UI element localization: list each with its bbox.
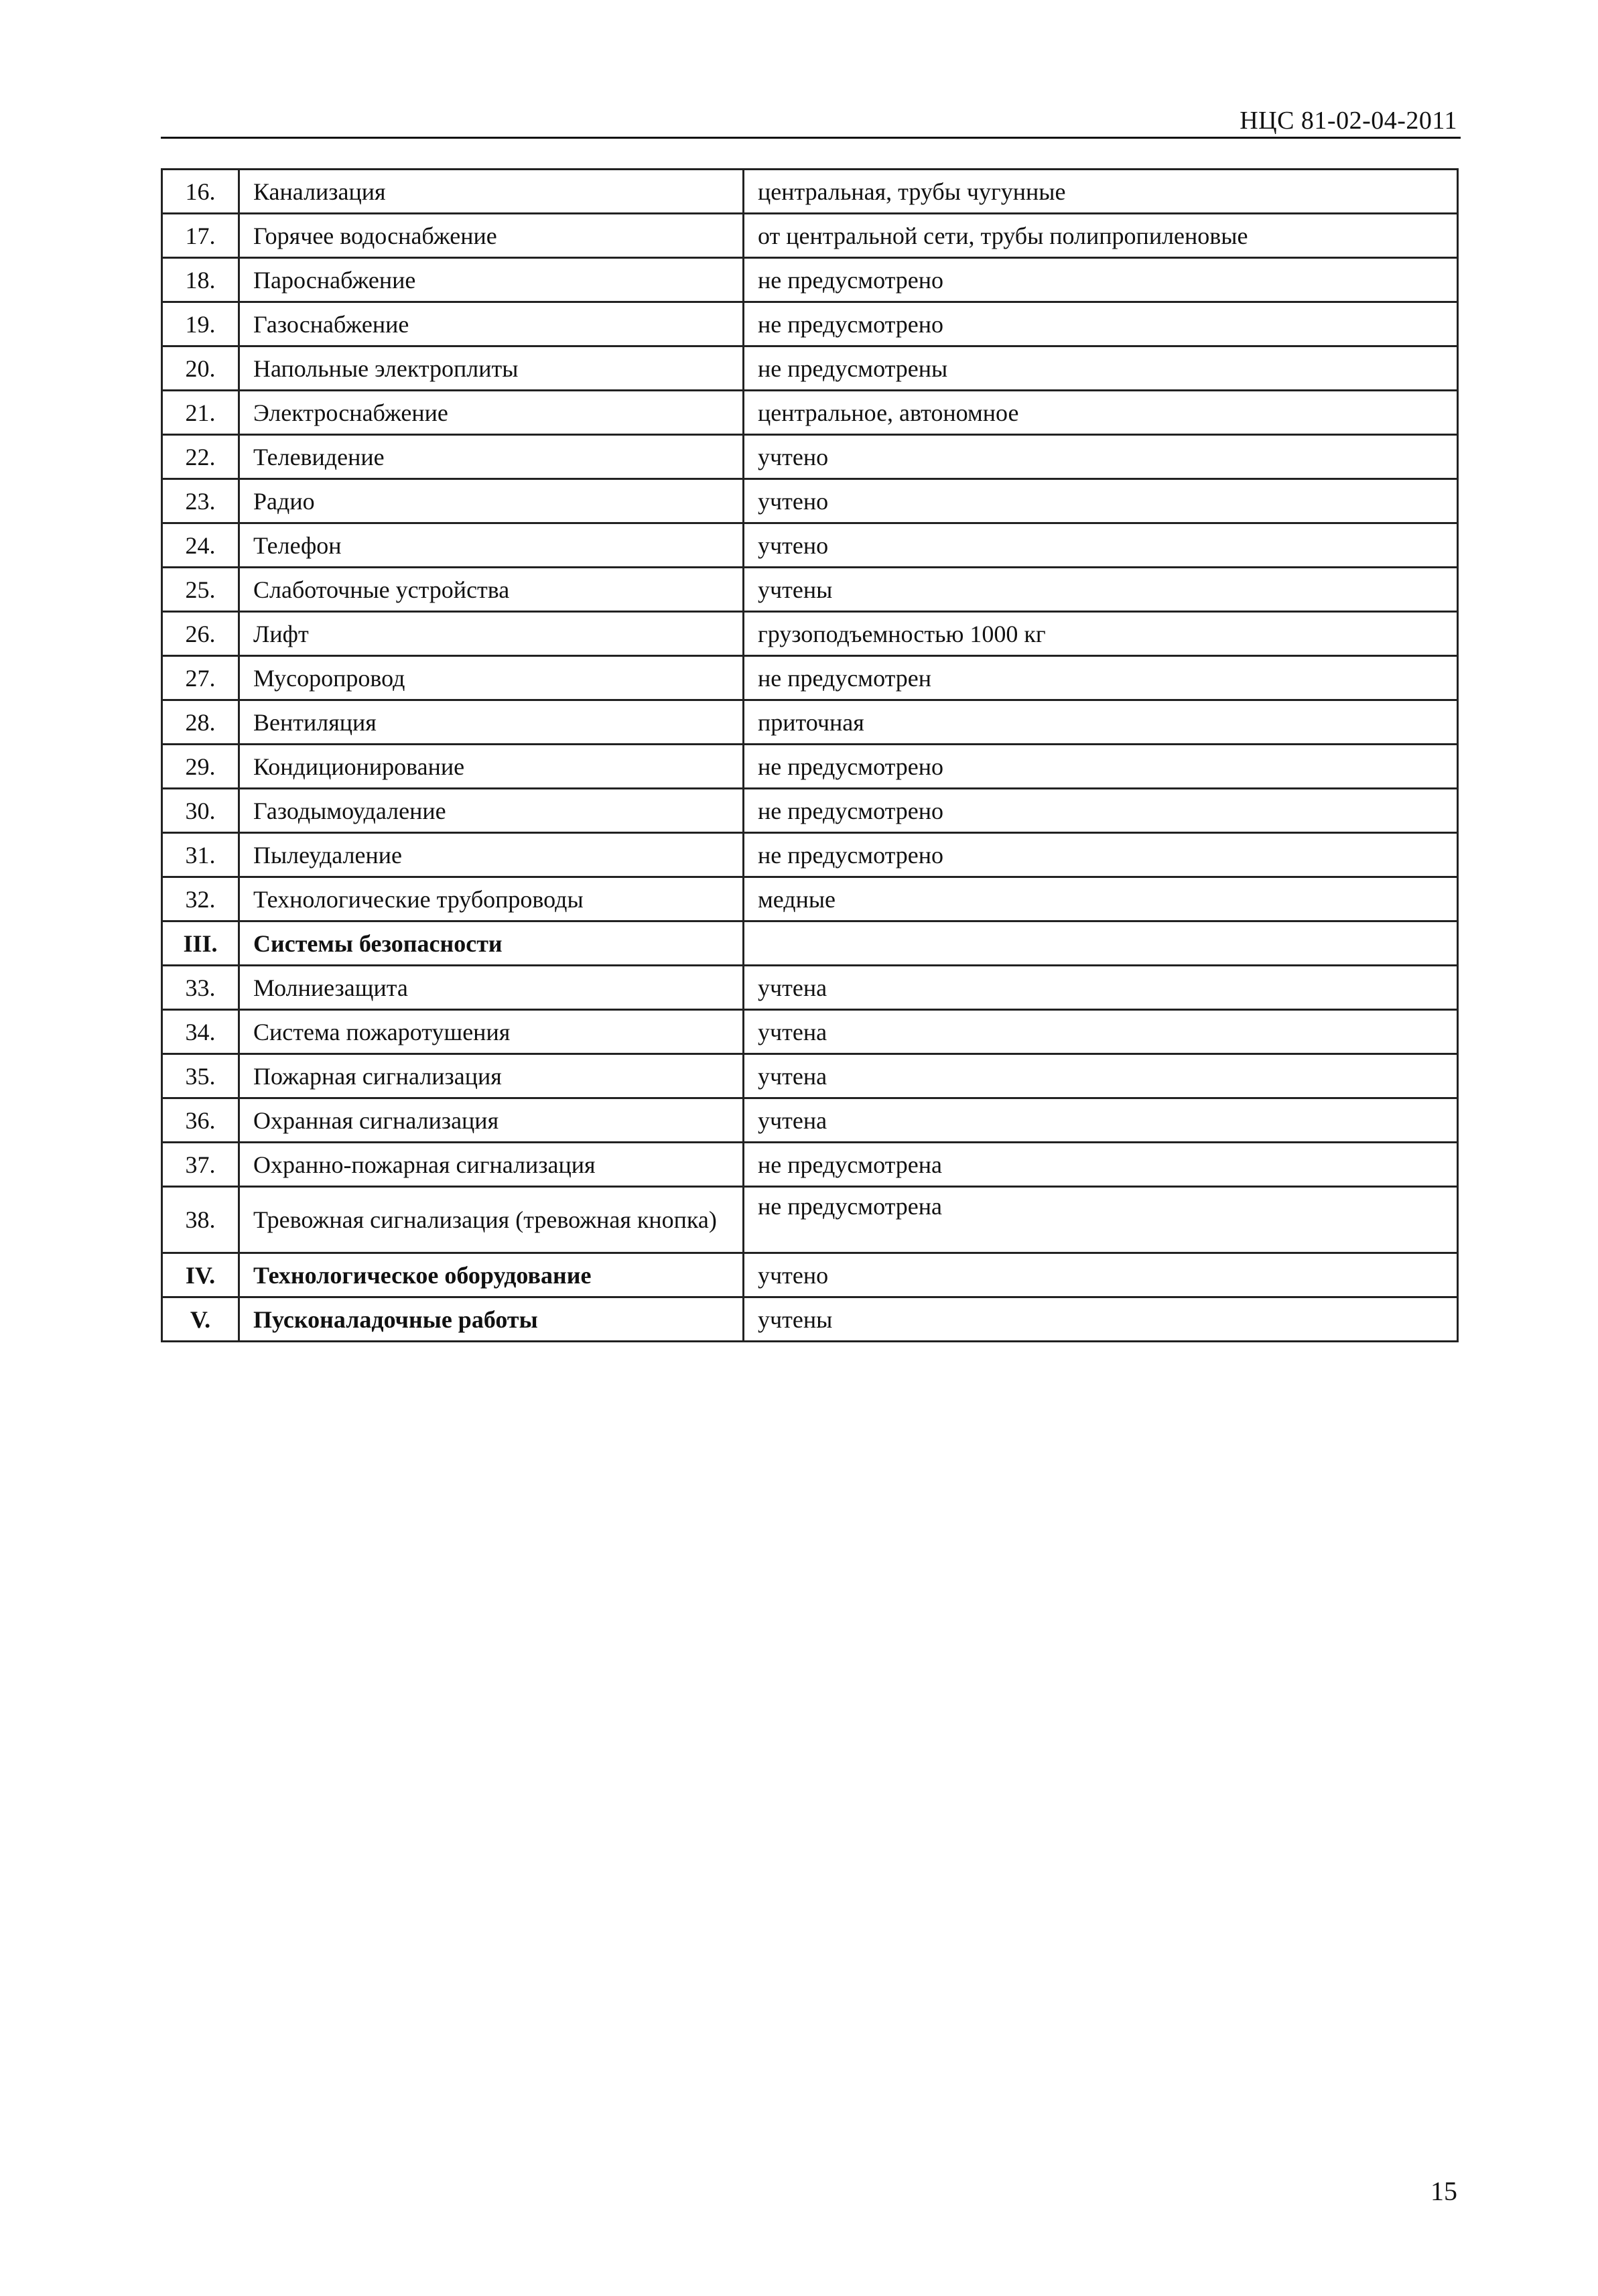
row-value: учтены [744, 568, 1458, 612]
row-value: учтено [744, 435, 1458, 479]
row-name: Газодымоудаление [239, 789, 744, 833]
row-value: не предусмотрена [744, 1143, 1458, 1187]
row-number: 36. [162, 1098, 239, 1143]
table-row [162, 745, 1458, 789]
row-number: 37. [162, 1143, 239, 1187]
row-name: Пароснабжение [239, 258, 744, 302]
table-row [162, 1098, 1458, 1143]
row-number: 24. [162, 523, 239, 568]
row-name: Напольные электроплиты [239, 346, 744, 391]
row-value: центральная, трубы чугунные [744, 170, 1458, 214]
document-code: НЦС 81-02-04-2011 [1240, 107, 1457, 135]
row-value: центральное, автономное [744, 391, 1458, 435]
row-number: 16. [162, 170, 239, 214]
row-number: 22. [162, 435, 239, 479]
table-row [162, 1187, 1458, 1253]
row-value: учтена [744, 966, 1458, 1010]
table-row [162, 435, 1458, 479]
row-value: не предусмотрено [744, 258, 1458, 302]
row-number: 21. [162, 391, 239, 435]
row-name: Канализация [239, 170, 744, 214]
row-value [744, 921, 1458, 966]
row-number: 20. [162, 346, 239, 391]
row-value: учтены [744, 1297, 1458, 1342]
row-value: учтена [744, 1098, 1458, 1143]
section-title: Системы безопасности [239, 921, 744, 966]
section-number: III. [162, 921, 239, 966]
row-value: грузоподъемностью 1000 кг [744, 612, 1458, 656]
row-name: Газоснабжение [239, 302, 744, 346]
row-name: Система пожаротушения [239, 1010, 744, 1054]
row-value: от центральной сети, трубы полипропиленовые [744, 214, 1458, 258]
row-number: 19. [162, 302, 239, 346]
row-value: не предусмотрено [744, 302, 1458, 346]
row-value: не предусмотрено [744, 833, 1458, 877]
table-row [162, 302, 1458, 346]
section-title: Пусконаладочные работы [239, 1297, 744, 1342]
row-name: Лифт [239, 612, 744, 656]
row-value: не предусмотрена [744, 1187, 1458, 1253]
table-row [162, 877, 1458, 921]
table-row [162, 523, 1458, 568]
row-name: Радио [239, 479, 744, 523]
row-name: Кондиционирование [239, 745, 744, 789]
row-number: 17. [162, 214, 239, 258]
table-row [162, 568, 1458, 612]
table-row [162, 170, 1458, 214]
page-number: 15 [1430, 2176, 1457, 2206]
table-row [162, 612, 1458, 656]
row-value: учтена [744, 1010, 1458, 1054]
row-name: Охранная сигнализация [239, 1098, 744, 1143]
row-number: 34. [162, 1010, 239, 1054]
table-row [162, 1010, 1458, 1054]
table-row [162, 789, 1458, 833]
table-row [162, 656, 1458, 700]
table-row [162, 346, 1458, 391]
table-row [162, 258, 1458, 302]
row-value: учтено [744, 523, 1458, 568]
table-row [162, 700, 1458, 745]
row-number: 33. [162, 966, 239, 1010]
table-row [162, 833, 1458, 877]
row-name: Технологические трубопроводы [239, 877, 744, 921]
table-row [162, 1054, 1458, 1098]
row-number: 35. [162, 1054, 239, 1098]
row-value: приточная [744, 700, 1458, 745]
row-number: 18. [162, 258, 239, 302]
row-value: медные [744, 877, 1458, 921]
row-number: 38. [162, 1187, 239, 1253]
row-number: 25. [162, 568, 239, 612]
row-value: не предусмотрено [744, 789, 1458, 833]
row-number: 32. [162, 877, 239, 921]
row-value: не предусмотрен [744, 656, 1458, 700]
row-name: Горячее водоснабжение [239, 214, 744, 258]
row-name: Телевидение [239, 435, 744, 479]
table-row [162, 214, 1458, 258]
row-name: Мусоропровод [239, 656, 744, 700]
table-row [162, 1143, 1458, 1187]
row-name: Охранно-пожарная сигнализация [239, 1143, 744, 1187]
row-value: учтено [744, 479, 1458, 523]
section-number: V. [162, 1297, 239, 1342]
section-header-row [162, 1253, 1458, 1297]
section-number: IV. [162, 1253, 239, 1297]
row-number: 30. [162, 789, 239, 833]
row-value: учтено [744, 1253, 1458, 1297]
specification-table [161, 168, 1459, 1342]
row-name: Пожарная сигнализация [239, 1054, 744, 1098]
row-name: Электроснабжение [239, 391, 744, 435]
section-header-row [162, 921, 1458, 966]
row-number: 23. [162, 479, 239, 523]
section-header-row [162, 1297, 1458, 1342]
row-name: Молниезащита [239, 966, 744, 1010]
row-name: Телефон [239, 523, 744, 568]
row-value: не предусмотрены [744, 346, 1458, 391]
row-number: 29. [162, 745, 239, 789]
row-number: 27. [162, 656, 239, 700]
row-number: 26. [162, 612, 239, 656]
table-row [162, 391, 1458, 435]
row-name: Пылеудаление [239, 833, 744, 877]
row-number: 31. [162, 833, 239, 877]
row-value: учтена [744, 1054, 1458, 1098]
row-name: Слаботочные устройства [239, 568, 744, 612]
section-title: Технологическое оборудование [239, 1253, 744, 1297]
table-row [162, 966, 1458, 1010]
row-number: 28. [162, 700, 239, 745]
header-divider [161, 137, 1461, 139]
row-name: Вентиляция [239, 700, 744, 745]
row-name: Тревожная сигнализация (тревожная кнопка) [239, 1187, 744, 1253]
row-value: не предусмотрено [744, 745, 1458, 789]
table-row [162, 479, 1458, 523]
